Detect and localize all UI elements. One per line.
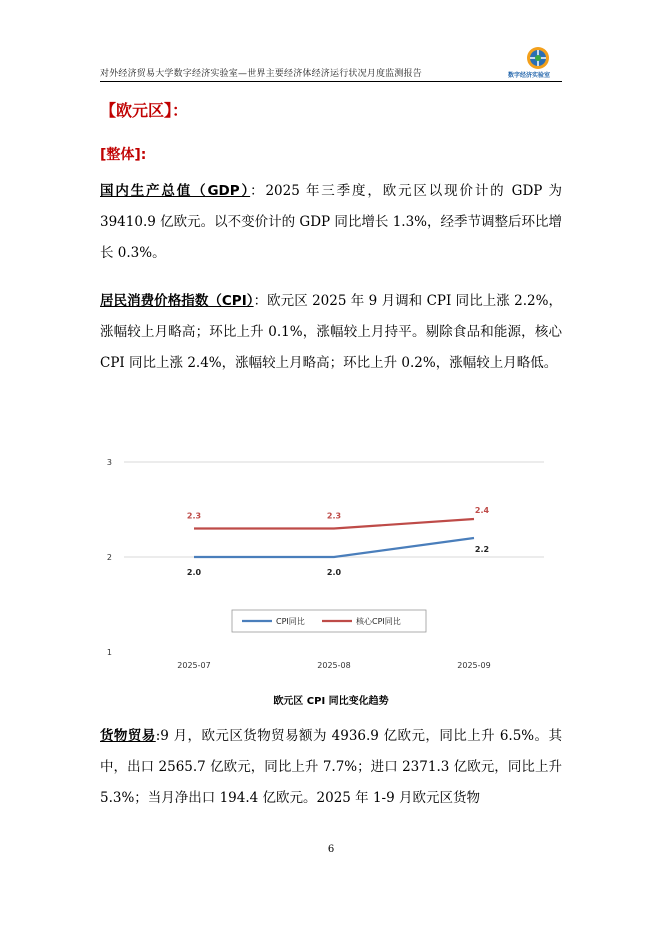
section-subtitle: [整体]: — [100, 147, 147, 163]
x-tick-label: 2025-07 — [177, 661, 211, 670]
cpi-line-chart — [100, 450, 560, 690]
cpi-text: ：欧元区 2025 年 9 月调和 CPI 同比上涨 2.2%，涨幅较上月略高；环比上升 0.1%，涨幅较上月持平。剔除食品和能源，核心 CPI 同比上涨 2.4%，涨幅较上月略高；环比上升 0.2%，涨幅较上月略低。 — [100, 293, 563, 371]
x-tick-label: 2025-09 — [457, 661, 491, 670]
legend-label-core-cpi: 核心CPI同比 — [356, 617, 401, 626]
section-title: 【欧元区】： — [100, 101, 189, 120]
data-label: 2.3 — [186, 511, 202, 521]
cpi-paragraph — [100, 286, 562, 379]
page-number: 6 — [327, 844, 335, 855]
data-label: 2.0 — [326, 568, 342, 577]
trade-paragraph — [100, 721, 562, 814]
series-line-0 — [194, 538, 474, 557]
gdp-paragraph — [100, 176, 562, 269]
x-tick-label: 2025-08 — [317, 661, 351, 670]
y-tick-label: 1 — [106, 648, 112, 657]
legend-label-cpi: CPI同比 — [276, 617, 305, 626]
data-label: 2.2 — [474, 545, 490, 554]
y-tick-label: 2 — [106, 553, 112, 562]
gdp-text: ：2025 年三季度，欧元区以现价计的 GDP 为 39410.9 亿欧元。以不变价计的 GDP 同比增长 1.3%，经季节调整后环比增长 0.3%。 — [100, 183, 563, 261]
running-header: 对外经济贸易大学数字经济实验室—世界主要经济体经济运行状况月度监测报告 — [100, 69, 423, 79]
data-label: 2.4 — [474, 506, 490, 515]
header-divider — [100, 81, 562, 82]
trade-label: 货物贸易 — [100, 728, 156, 744]
gdp-label: 国内生产总值（GDP） — [100, 183, 251, 199]
cpi-label: 居民消费价格指数（CPI） — [100, 293, 254, 309]
chart-title: 欧元区 CPI 同比变化趋势 — [273, 696, 389, 707]
y-tick-label: 3 — [106, 458, 112, 467]
data-label: 2.0 — [186, 568, 202, 577]
data-label: 2.3 — [326, 511, 342, 521]
trade-text: :9 月，欧元区货物贸易额为 4936.9 亿欧元，同比上升 6.5%。其中，出口 2565.7 亿欧元，同比上升 7.7%；进口 2371.3 亿欧元，同比上升 5.3%；当月净出口 194.4 亿欧元。2025 年 1-9 月欧元区货物 — [100, 728, 562, 806]
logo-caption: 数字经济实验室 — [508, 72, 551, 79]
